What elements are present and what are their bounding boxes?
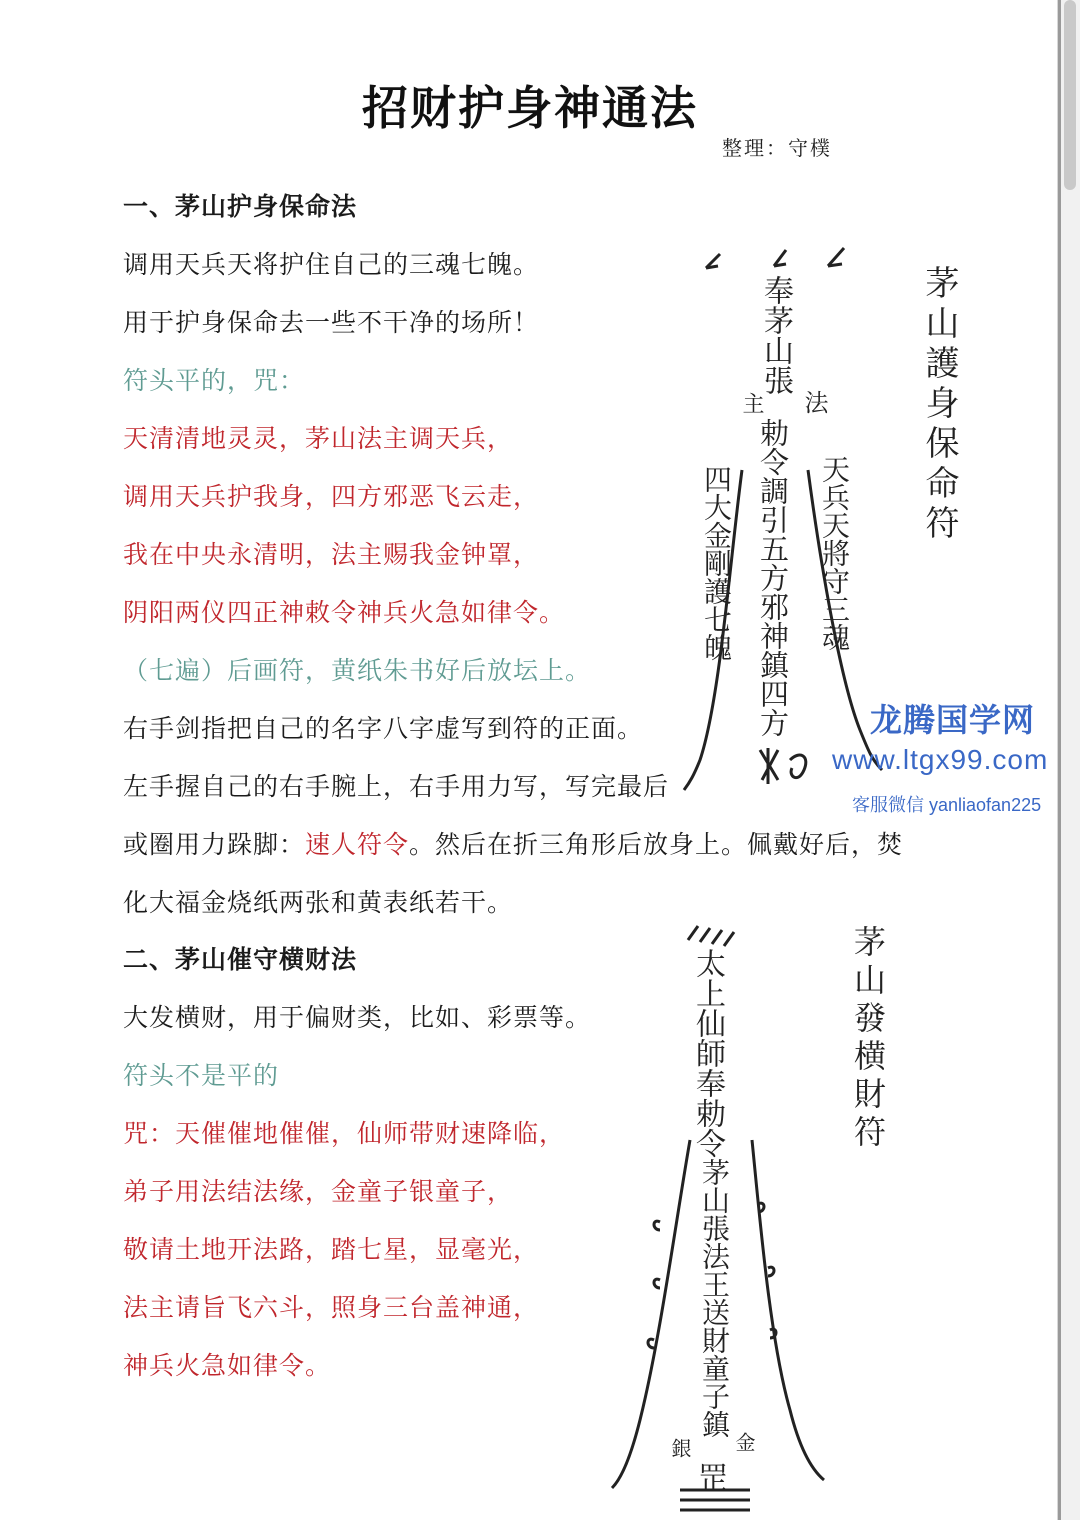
- body-line: 左手握自己的右手腕上，右手用力写，写完最后: [123, 772, 670, 801]
- mantra-line: 阴阳两仪四正神敕令神兵火急如律令。: [123, 598, 566, 627]
- mantra-line: 弟子用法结法缘，金童子银童子，: [123, 1177, 514, 1206]
- talisman-wealth-bottom: 罡: [692, 1462, 727, 1492]
- talisman-wealth-right-small: 金: [732, 1432, 756, 1452]
- watermark-url: www.ltgx99.com: [832, 744, 1049, 775]
- talisman-wealth-center: 茅山張法王送財童子鎮: [698, 1158, 731, 1438]
- talisman-protection-left-column: 四大金剛護七魄: [700, 465, 733, 661]
- body-line: 用于护身保命去一些不干净的场所！: [123, 308, 540, 337]
- mantra-line: 天清清地灵灵，茅山法主调天兵，: [123, 424, 514, 453]
- mantra-line: 咒：天催催地催催，仙师带财速降临，: [123, 1119, 566, 1148]
- body-line: 大发横财，用于偏财类，比如、彩票等。: [123, 1003, 592, 1032]
- watermark-contact: 客服微信 yanliaofan225: [852, 795, 1042, 815]
- talisman-wealth-left-small: 銀: [668, 1438, 692, 1458]
- talisman-protection-caption: 茅山護身保命符: [919, 265, 959, 545]
- talisman-protection-center: 勅令調引五方邪神鎮四方: [756, 418, 790, 737]
- mantra-line: 神兵火急如律令。: [123, 1351, 332, 1380]
- mantra-line: 敬请土地开法路，踏七星，显毫光，: [123, 1235, 540, 1264]
- body-line: 右手剑指把自己的名字八字虚写到符的正面。: [123, 714, 644, 743]
- watermark-title: 龙腾国学网: [870, 702, 1036, 738]
- note-line: 符头不是平的: [123, 1061, 280, 1090]
- note-line: （七遍）后画符，黄纸朱书好后放坛上。: [123, 656, 592, 685]
- section-heading-2: 二、茅山催守横财法: [123, 945, 358, 974]
- talisman-wealth-top: 太上仙師奉勅令: [690, 948, 725, 1158]
- talisman-protection-right-small: 法: [800, 390, 828, 414]
- mantra-line: 我在中央永清明，法主赐我金钟罩，: [123, 540, 540, 569]
- talisman-protection-top: 奉茅山張: [758, 275, 793, 395]
- mantra-line: 法主请旨飞六斗，照身三台盖神通，: [123, 1293, 540, 1322]
- section-heading-1: 一、茅山护身保命法: [123, 192, 358, 221]
- body-text: 或圈用力跺脚：: [123, 830, 306, 859]
- note-line: 符头平的，咒：: [123, 366, 306, 395]
- talisman-protection-right-column: 天兵天將守三魂: [818, 455, 851, 651]
- document-title: 招财护身神通法: [362, 81, 698, 135]
- body-line: 化大福金烧纸两张和黄表纸若干。: [123, 888, 514, 917]
- mantra-line: 调用天兵护我身，四方邪恶飞云走，: [123, 482, 540, 511]
- talisman-protection-left-small: 主: [739, 392, 764, 414]
- body-text: 。然后在折三角形后放身上。佩戴好后，焚: [409, 830, 904, 859]
- talisman-wealth-caption: 茅山發横財符: [849, 925, 887, 1153]
- body-line: 调用天兵天将护住自己的三魂七魄。: [123, 250, 540, 279]
- highlight-text: 速人符令: [305, 830, 410, 859]
- editor-credit: 整理：守樸: [722, 136, 832, 160]
